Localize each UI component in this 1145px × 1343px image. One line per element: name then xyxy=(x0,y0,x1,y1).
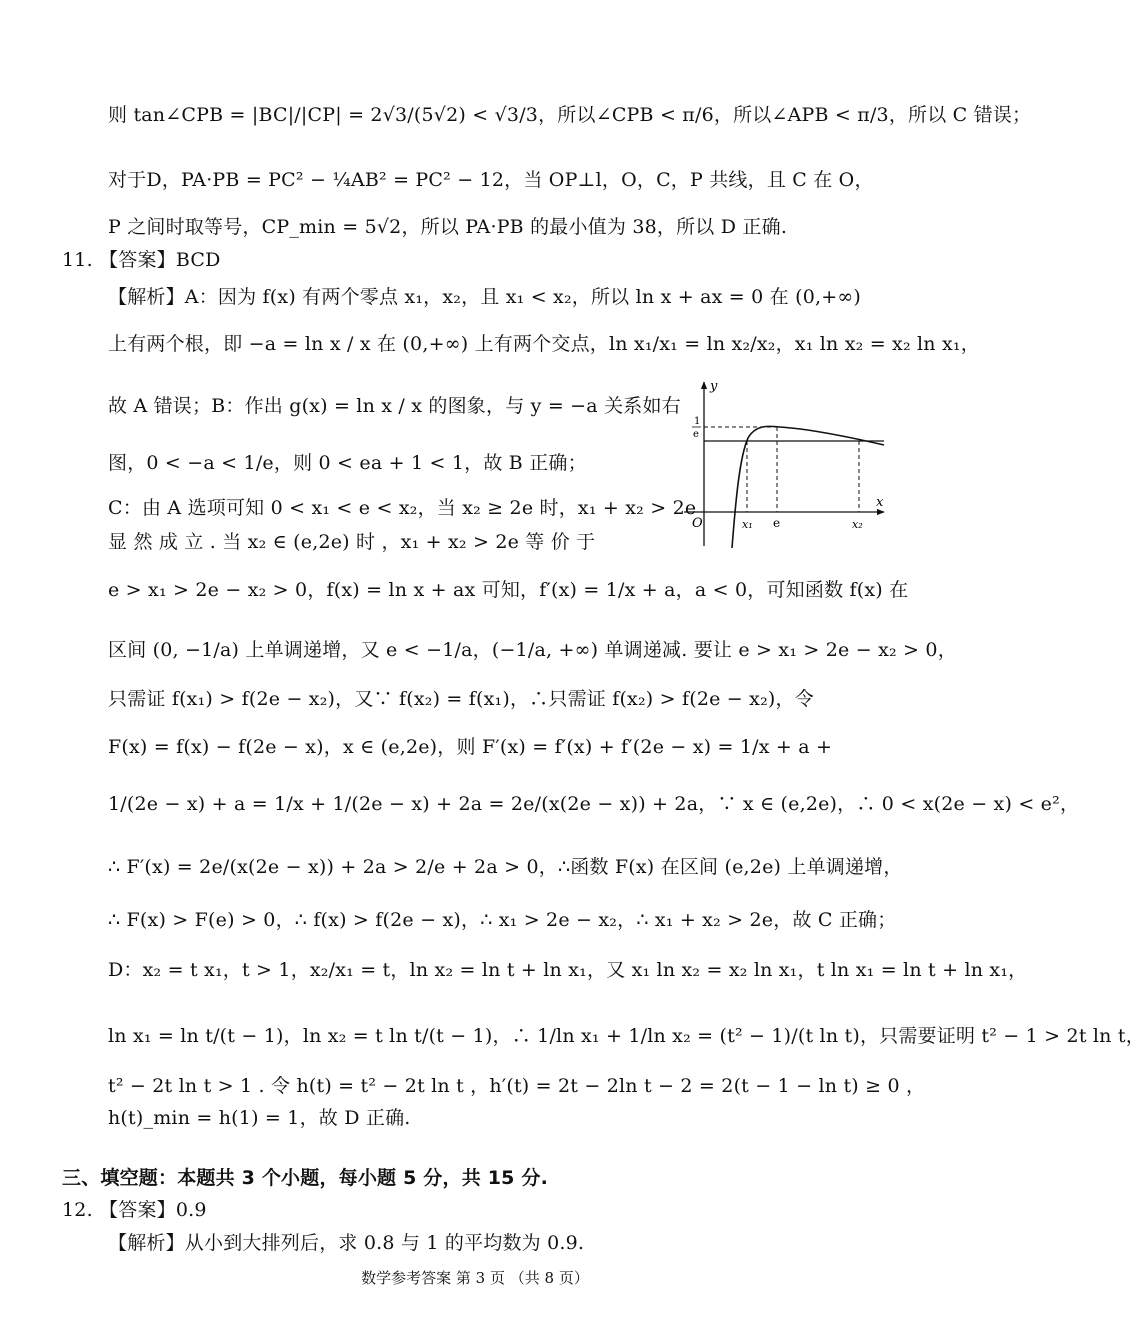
text-line: t² − 2t ln t > 1 . 令 h(t) = t² − 2t ln t ，h′(t) = 2t − 2ln t − 2 = 2(t − 1 − ln t) ≥ 0 ， xyxy=(108,1075,926,1097)
text-line: ln x₁ = ln t/(t − 1)，ln x₂ = t ln t/(t − 1)，∴ 1/ln x₁ + 1/ln x₂ = (t² − 1)/(t ln t)，只需要证明 t² − 1 > 2t ln t， xyxy=(108,1025,1145,1047)
function-graph xyxy=(680,376,890,551)
text-line: P 之间时取等号，CP_min = 5√2，所以 PA·PB 的最小值为 38，所以 D 正确. xyxy=(108,216,788,238)
page-footer: 数学参考答案 第 3 页 （共 8 页） xyxy=(361,1269,589,1287)
text-line: 【解析】A：因为 f(x) 有两个零点 x₁，x₂，且 x₁ < x₂，所以 ln x + ax = 0 在 (0,+∞) xyxy=(108,286,861,308)
x-axis-label: x xyxy=(876,495,884,510)
text-line: 上有两个根，即 −a = ln x / x 在 (0,+∞) 上有两个交点，ln x₁/x₁ = ln x₂/x₂，x₁ ln x₂ = x₂ ln x₁， xyxy=(108,333,980,355)
text-line: 【解析】从小到大排列后，求 0.8 与 1 的平均数为 0.9. xyxy=(108,1232,585,1254)
x1-label: x₁ xyxy=(742,518,753,531)
text-line: 对于D，PA·PB = PC² − ¼AB² = PC² − 12，当 OP⊥l，O，C，P 共线，且 C 在 O， xyxy=(108,169,874,191)
text-line: e > x₁ > 2e − x₂ > 0，f(x) = ln x + ax 可知，f′(x) = 1/x + a，a < 0，可知函数 f(x) 在 xyxy=(108,579,909,601)
origin-label: O xyxy=(692,516,703,531)
text-line: C：由 A 选项可知 0 < x₁ < e < x₂，当 x₂ ≥ 2e 时，x₁ + x₂ > 2e xyxy=(108,497,697,519)
e-label: e xyxy=(773,516,781,530)
y-axis-label: y xyxy=(710,379,718,394)
text-line: 区间 (0, −1/a) 上单调递增，又 e < −1/a，(−1/a, +∞) 单调递减. 要让 e > x₁ > 2e − x₂ > 0， xyxy=(108,639,957,661)
text-line: ∴ F′(x) = 2e/(x(2e − x)) + 2a > 2/e + 2a > 0，∴函数 F(x) 在区间 (e,2e) 上单调递增， xyxy=(108,856,903,878)
question-12-answer: 12. 【答案】0.9 xyxy=(62,1199,207,1221)
text-line: 则 tan∠CPB = |BC|/|CP| = 2√3/(5√2) < √3/3，所以∠CPB < π/6，所以∠APB < π/3，所以 C 错误； xyxy=(108,104,1032,126)
one-over-e-numerator: 1 xyxy=(694,416,701,427)
question-11-answer: 11. 【答案】BCD xyxy=(62,249,221,271)
one-over-e-denominator: e xyxy=(693,429,699,440)
text-line: ∴ F(x) > F(e) > 0，∴ f(x) > f(2e − x)，∴ x₁ > 2e − x₂，∴ x₁ + x₂ > 2e，故 C 正确； xyxy=(108,909,897,931)
text-line: 只需证 f(x₁) > f(2e − x₂)，又∵ f(x₂) = f(x₁)，∴只需证 f(x₂) > f(2e − x₂)，令 xyxy=(108,688,814,710)
text-line: D：x₂ = t x₁，t > 1，x₂/x₁ = t，ln x₂ = ln t + ln x₁，又 x₁ ln x₂ = x₂ ln x₁，t ln x₁ = ln t + ln x₁， xyxy=(108,959,1028,981)
text-line: 显 然 成 立 . 当 x₂ ∈ (e,2e) 时 ，x₁ + x₂ > 2e 等 价 于 xyxy=(108,531,596,553)
text-line: 故 A 错误；B：作出 g(x) = ln x / x 的图象，与 y = −a 关系如右 xyxy=(108,395,681,417)
text-line: 1/(2e − x) + a = 1/x + 1/(2e − x) + 2a = 2e/(x(2e − x)) + 2a，∵ x ∈ (e,2e)，∴ 0 < x(2e − x) < e²， xyxy=(108,793,1080,815)
x2-label: x₂ xyxy=(852,518,863,531)
section-heading: 三、填空题：本题共 3 个小题，每小题 5 分，共 15 分. xyxy=(62,1167,548,1189)
text-line: h(t)_min = h(1) = 1，故 D 正确. xyxy=(108,1107,411,1129)
text-line: F(x) = f(x) − f(2e − x)，x ∈ (e,2e)，则 F′(x) = f′(x) + f′(2e − x) = 1/x + a + xyxy=(108,736,833,758)
text-line: 图，0 < −a < 1/e，则 0 < ea + 1 < 1，故 B 正确； xyxy=(108,452,587,474)
